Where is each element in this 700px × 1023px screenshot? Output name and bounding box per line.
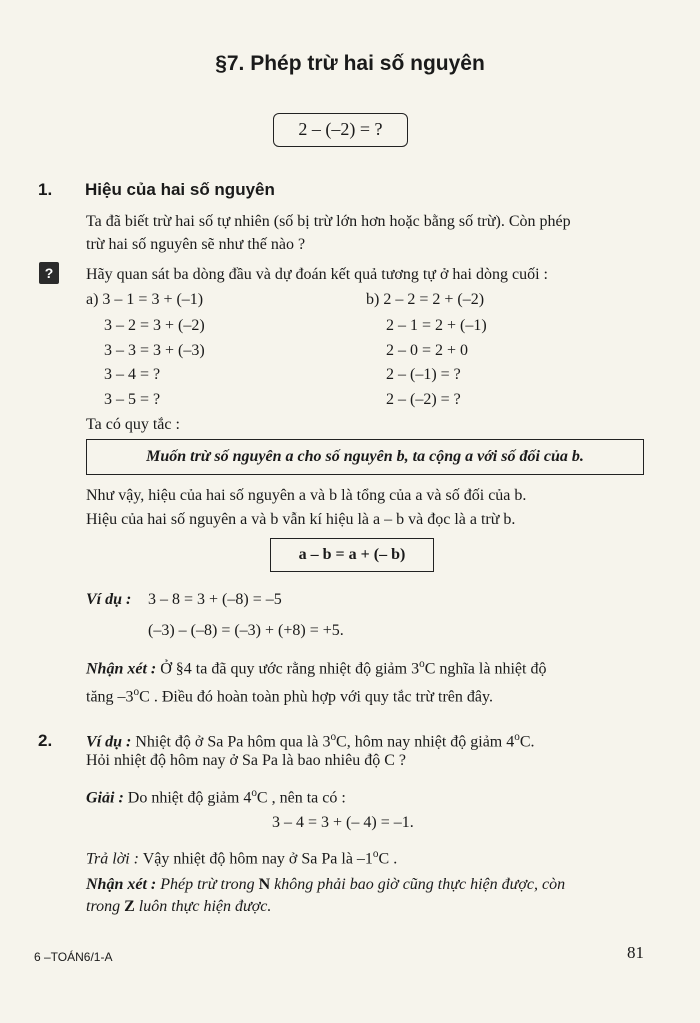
degree-sign: o xyxy=(419,658,425,670)
question-box: 2 – (–2) = ? xyxy=(273,113,408,147)
solution-equation: 3 – 4 = 3 + (– 4) = –1. xyxy=(272,814,414,831)
example-text: Nhiệt độ ở Sa Pa hôm qua là 3 xyxy=(135,733,331,751)
degree-sign: o xyxy=(372,848,379,860)
example-line-1: 3 – 8 = 3 + (–8) = –5 xyxy=(148,591,282,608)
col-b-line: 2 – (–1) = ? xyxy=(386,366,461,383)
remark-text: không phải bao giờ cũng thực hiện được, còn xyxy=(274,876,566,893)
example-label: Ví dụ : xyxy=(86,591,132,608)
remark-label: Nhận xét : xyxy=(86,660,157,678)
paragraph-2: Hiệu của hai số nguyên a và b vẫn kí hiệu là a – b và đọc là a trừ b. xyxy=(86,511,516,528)
col-a-line: 3 – 5 = ? xyxy=(104,391,161,408)
page-title: §7. Phép trừ hai số nguyên xyxy=(215,52,485,75)
solution-label: Giải : xyxy=(86,789,124,807)
footer-code: 6 –TOÁN6/1-A xyxy=(34,950,113,964)
degree-sign: o xyxy=(330,731,337,743)
section-2-line-1 xyxy=(86,731,535,751)
solution xyxy=(86,787,346,807)
col-a-line: 3 – 3 = 3 + (–3) xyxy=(104,342,205,359)
col-a-line: 3 – 2 = 3 + (–2) xyxy=(104,317,205,334)
answer-label: Trả lời : xyxy=(86,850,139,868)
question-icon: ? xyxy=(39,262,59,284)
col-b-line: b) 2 – 2 = 2 + (–2) xyxy=(366,291,485,308)
degree-sign: o xyxy=(251,787,257,799)
intro-line-1: Ta đã biết trừ hai số tự nhiên (số bị trừ lớn hơn hoặc bằng số trừ). Còn phép xyxy=(86,213,571,230)
remark-text: Ở §4 ta đã quy ước rằng nhiệt độ giảm 3 xyxy=(160,660,420,678)
paragraph-1: Như vậy, hiệu của hai số nguyên a và b là tổng của a và số đối của b. xyxy=(86,487,527,504)
section-1-heading: Hiệu của hai số nguyên xyxy=(85,180,275,199)
col-a-line: a) 3 – 1 = 3 + (–1) xyxy=(86,291,204,308)
remark-label: Nhận xét : xyxy=(86,876,157,893)
remark-text: luôn thực hiện được. xyxy=(138,898,272,915)
col-b-line: 2 – 1 = 2 + (–1) xyxy=(386,317,487,334)
formula-box: a – b = a + (– b) xyxy=(270,538,434,572)
section-2-line-2: Hỏi nhiệt độ hôm nay ở Sa Pa là bao nhiêu độ C ? xyxy=(86,752,406,769)
rule-box: Muốn trừ số nguyên a cho số nguyên b, ta cộng a với số đối của b. xyxy=(86,439,644,475)
question-text: Hãy quan sát ba dòng đầu và dự đoán kết quả tương tự ở hai dòng cuối : xyxy=(86,266,548,283)
section-2-number: 2. xyxy=(38,731,53,750)
col-b-line: 2 – 0 = 2 + 0 xyxy=(386,342,469,359)
remark-2-line-1 xyxy=(86,876,565,894)
answer-text: C . xyxy=(378,850,398,868)
degree-sign: o xyxy=(514,731,520,743)
set-symbol-n: N xyxy=(258,876,271,893)
remark-text: Phép trừ trong xyxy=(160,876,255,893)
remark-text: C nghĩa là nhiệt độ xyxy=(424,660,547,678)
remark-text: C . Điều đó hoàn toàn phù hợp với quy tắc trừ trên đây. xyxy=(139,688,493,706)
degree-sign: o xyxy=(133,686,140,698)
rule-intro: Ta có quy tắc : xyxy=(86,416,180,433)
example-line-2: (–3) – (–8) = (–3) + (+8) = +5. xyxy=(148,622,344,639)
answer xyxy=(86,848,397,868)
set-symbol-z: Z xyxy=(124,898,135,915)
remark-1 xyxy=(86,658,546,678)
col-a-line: 3 – 4 = ? xyxy=(104,366,161,383)
solution-text: C , nên ta có : xyxy=(256,789,346,807)
remark-text: tăng –3 xyxy=(86,688,134,706)
remark-1-cont xyxy=(86,686,493,706)
example-label: Ví dụ : xyxy=(86,733,132,751)
intro-line-2: trừ hai số nguyên sẽ như thế nào ? xyxy=(86,236,306,253)
example-text: C, hôm nay nhiệt độ giảm 4 xyxy=(336,733,515,751)
remark-2-line-2 xyxy=(86,898,271,916)
col-b-line: 2 – (–2) = ? xyxy=(386,391,461,408)
section-1-number: 1. xyxy=(38,180,53,199)
remark-text: trong xyxy=(86,898,121,915)
answer-text: Vậy nhiệt độ hôm nay ở Sa Pa là –1 xyxy=(142,850,373,868)
page-number: 81 xyxy=(627,943,644,962)
example-text: C. xyxy=(519,733,535,751)
solution-text: Do nhiệt độ giảm 4 xyxy=(127,789,252,807)
